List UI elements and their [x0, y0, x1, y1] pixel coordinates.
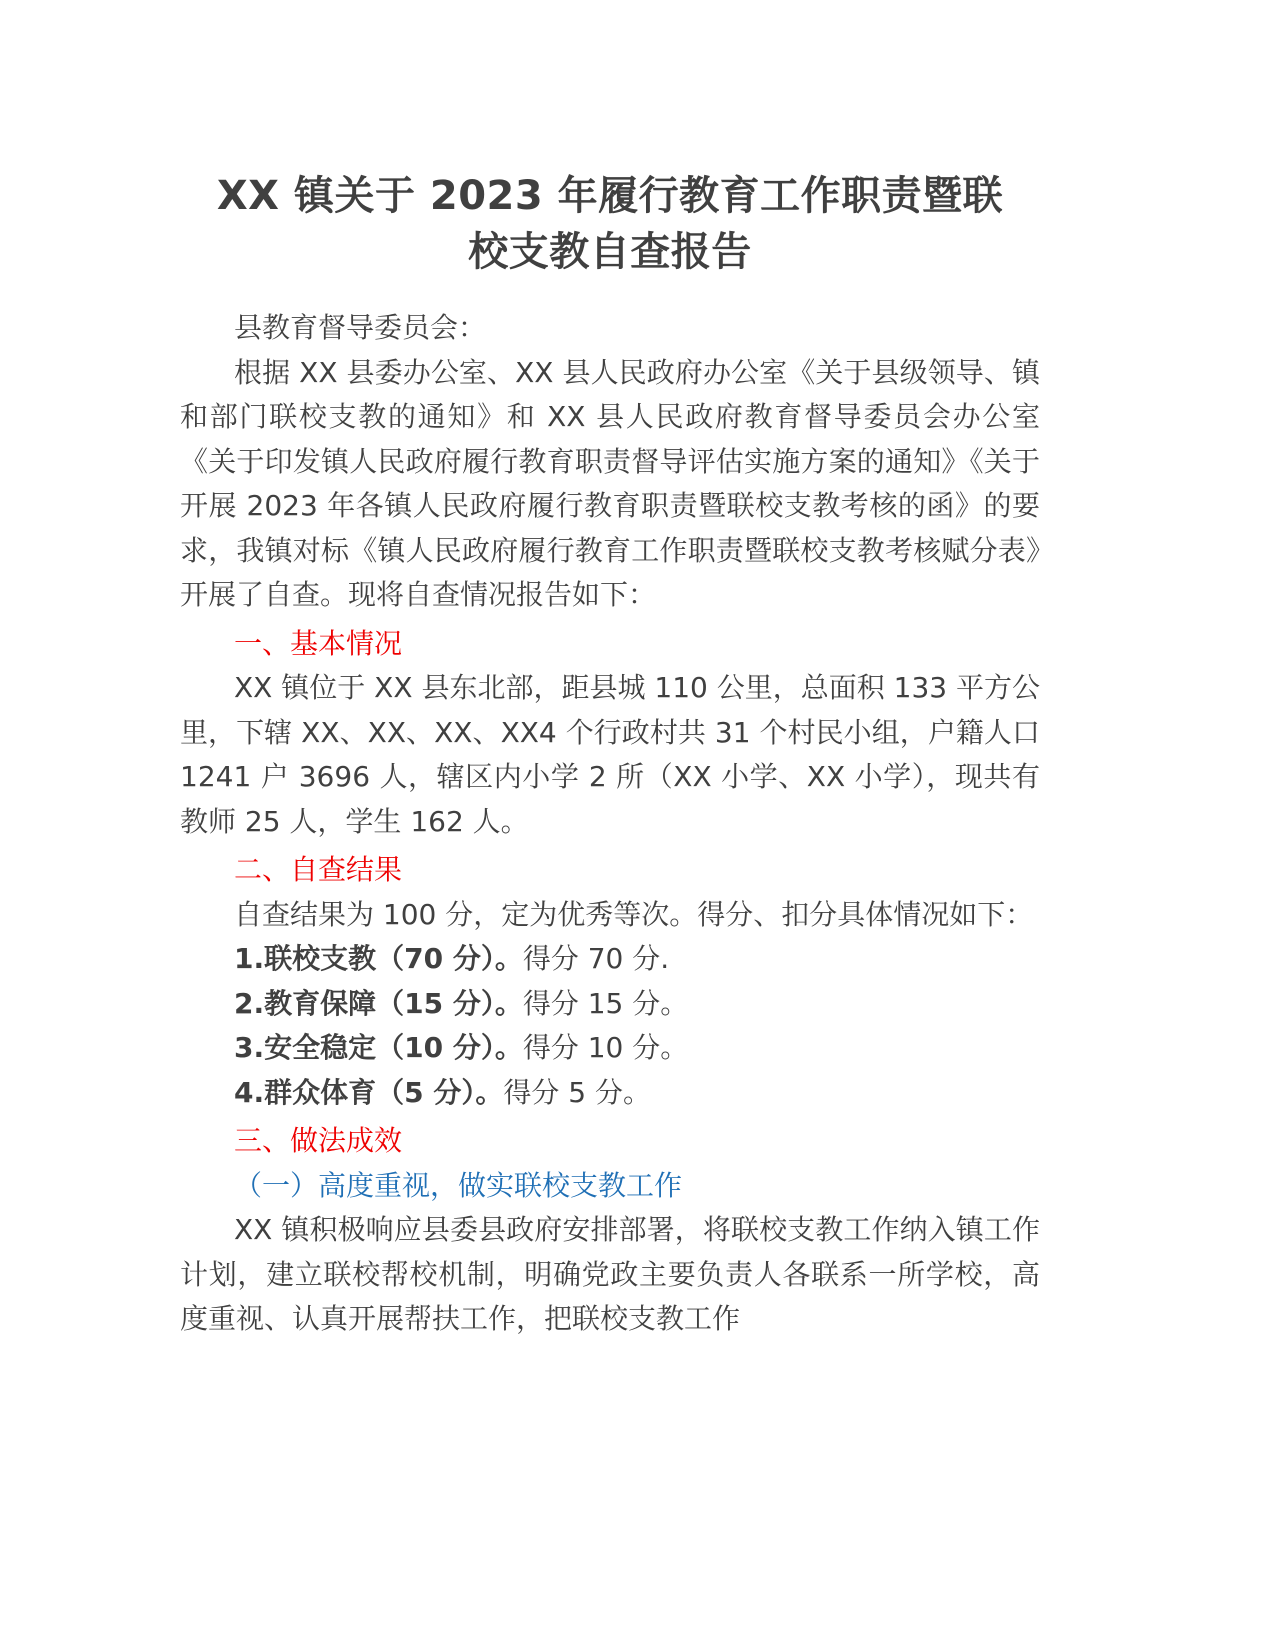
title-line-2: 校支教自查报告: [468, 229, 752, 275]
section-1-heading: 一、基本情况: [234, 626, 403, 660]
salutation: 县教育督导委员会：: [234, 311, 487, 344]
section-3-heading: 三、做法成效: [234, 1124, 403, 1157]
section-2-body: 自查结果为 100 分，定为优秀等次。得分、扣分具体情况如下：: [234, 897, 1034, 931]
title-line-1: XX 镇关于 2023 年履行教育工作职责暨联: [216, 173, 1004, 219]
intro-paragraph: 根据 XX 县委办公室、XX 县人民政府办公室《关于县级领导、镇和部门联校支教的通知》和 XX 县人民政府教育督导委员会办公室《关于印发镇人民政府履行教育职责督导评估实施方案的通知》《关于开展 2023 年各镇人民政府履行教育职责暨联校支教考核的函》的要求，我镇对标《镇人民政府履行教育工作职责暨联校支教考核赋分表》开展了自查。现将自查情况报告如下：: [180, 355, 1040, 611]
score-item-label: 4.群众体育（5 分）。: [234, 1075, 504, 1109]
document-page: [180, 168, 1040, 1342]
score-item-score: 得分 15 分。: [522, 986, 689, 1020]
section-3-sub-heading: （一）高度重视，做实联校支教工作: [234, 1168, 683, 1202]
section-2-heading: 二、自查结果: [234, 853, 403, 886]
score-item-label: 3.安全稳定（10 分）。: [234, 1031, 523, 1064]
score-item-score: 得分 10 分。: [522, 1031, 689, 1064]
score-item: [180, 1071, 1040, 1116]
section-3-body: XX 镇积极响应县委县政府安排部署，将联校支教工作纳入镇工作计划，建立联校帮校机制，明确党政主要负责人各联系一所学校，高度重视、认真开展帮扶工作，把联校支教工作: [180, 1213, 1040, 1335]
section-1-body: XX 镇位于 XX 县东北部，距县城 110 公里，总面积 133 平方公里，下辖 XX、XX、XX、XX4 个行政村共 31 个村民小组，户籍人口 1241 户 3696 人，辖区内小学 2 所（XX 小学、XX 小学），现共有教师 25 人，学生 162 人。: [180, 671, 1040, 838]
score-item-label: 2.教育保障（15 分）。: [234, 986, 523, 1020]
score-item-score: 得分 70 分.: [522, 942, 670, 975]
score-item: [180, 982, 1040, 1027]
score-item-score: 得分 5 分。: [503, 1075, 651, 1109]
score-item-label: 1.联校支教（70 分）。: [234, 942, 523, 975]
score-item: [180, 937, 1040, 982]
document-title: [180, 168, 1040, 280]
score-item: [180, 1026, 1040, 1071]
